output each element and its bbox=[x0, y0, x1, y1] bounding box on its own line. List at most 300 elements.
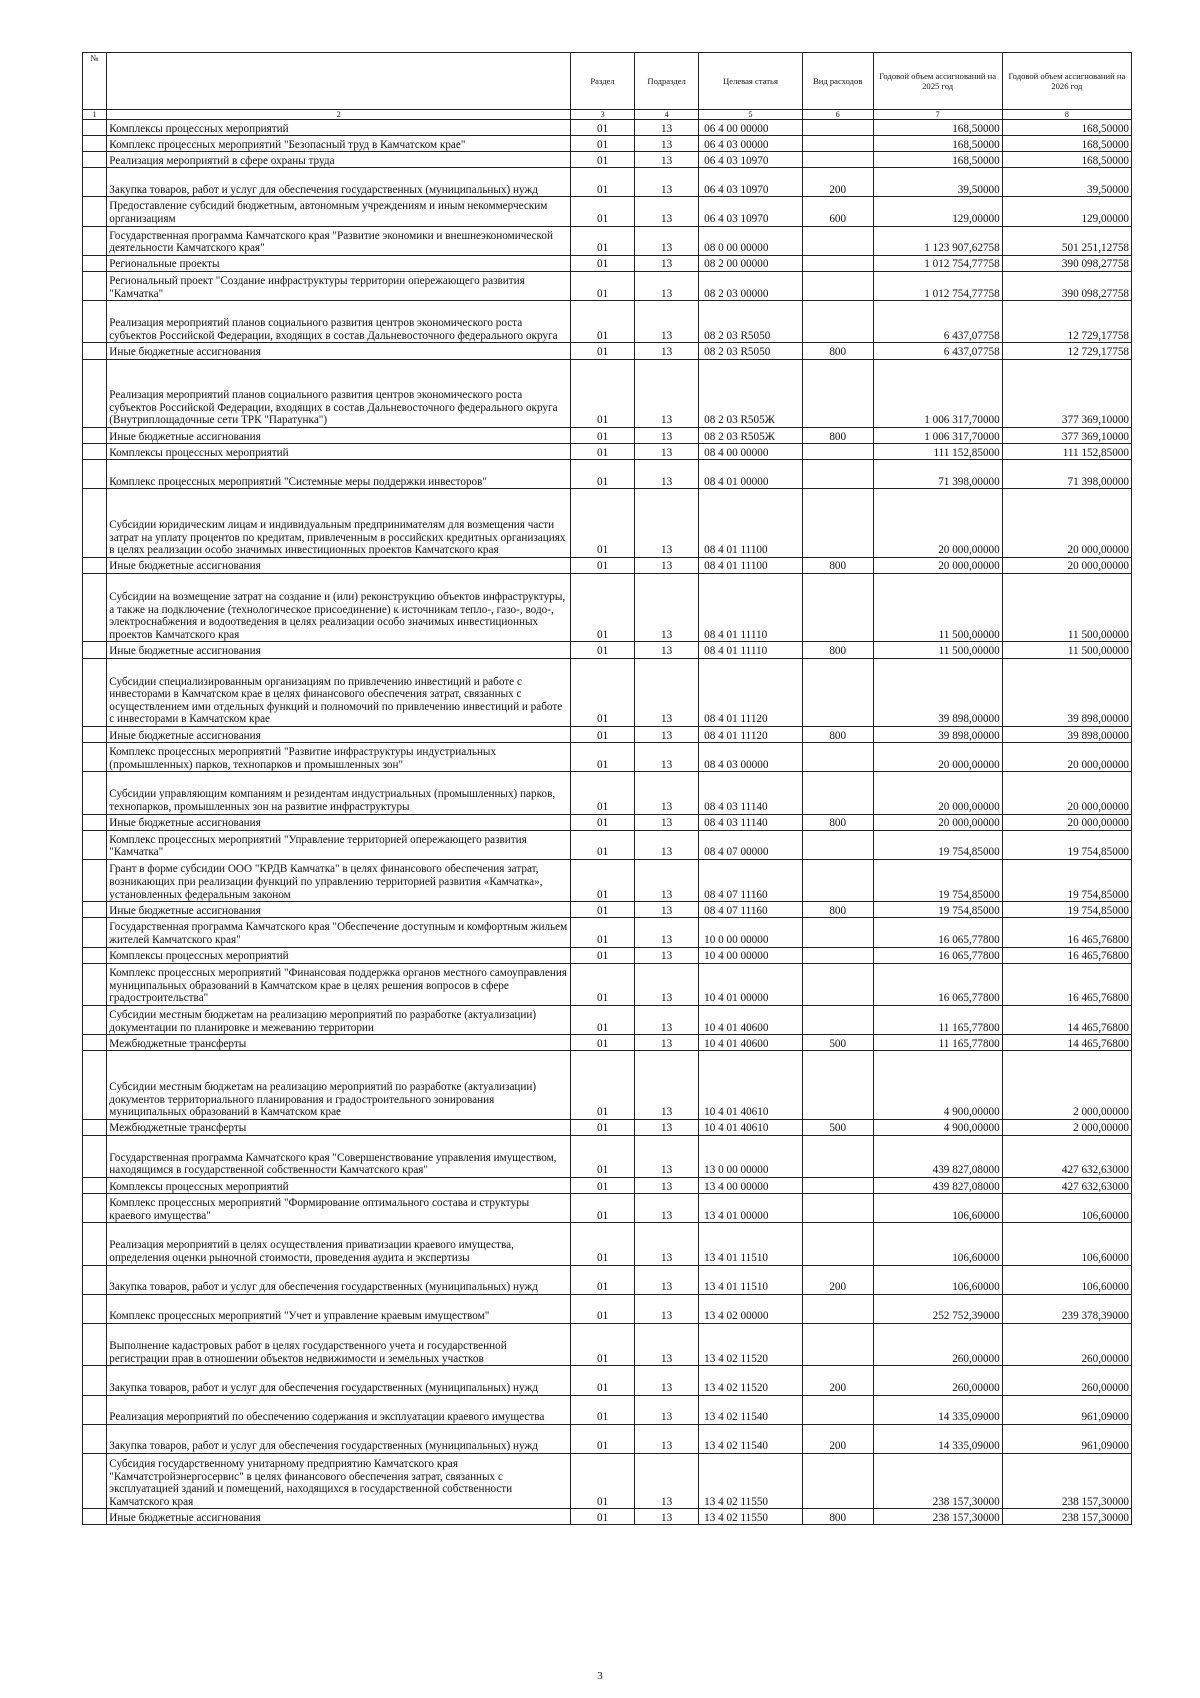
row-expense-kind bbox=[802, 1178, 873, 1194]
row-expense-kind: 200 bbox=[802, 1366, 873, 1395]
table-row bbox=[83, 963, 1132, 1005]
row-amount-2026: 20 000,00000 bbox=[1002, 743, 1131, 772]
row-amount-2026: 39,50000 bbox=[1002, 168, 1131, 197]
row-number-cell bbox=[83, 136, 107, 152]
row-amount-2025: 20 000,00000 bbox=[873, 557, 1002, 573]
row-subsection: 13 bbox=[635, 1051, 699, 1120]
row-name: Реализация мероприятий планов социального развития центров экономического роста субъектов Российской Федерации, входящих в состав Дальневосточного федерального округа (Внутриплощадочные сети ТРК "Паратунка") bbox=[107, 359, 571, 428]
table-row bbox=[83, 830, 1132, 859]
row-amount-2025: 260,00000 bbox=[873, 1366, 1002, 1395]
row-amount-2025: 6 437,07758 bbox=[873, 301, 1002, 343]
row-subsection: 13 bbox=[635, 1135, 699, 1177]
row-subsection: 13 bbox=[635, 1265, 699, 1294]
row-name: Реализация мероприятий в целях осуществления приватизации краевого имущества, определения оценки рыночной стоимости, проведения аудита и экспертизы bbox=[107, 1223, 571, 1265]
row-number-cell bbox=[83, 1395, 107, 1424]
row-amount-2025: 16 065,77800 bbox=[873, 918, 1002, 947]
row-name: Закупка товаров, работ и услуг для обеспечения государственных (муниципальных) нужд bbox=[107, 1366, 571, 1395]
row-section: 01 bbox=[571, 1424, 635, 1453]
row-expense-kind bbox=[802, 918, 873, 947]
row-section: 01 bbox=[571, 1395, 635, 1424]
row-section: 01 bbox=[571, 1324, 635, 1366]
column-number-row bbox=[83, 110, 1132, 120]
row-name: Межбюджетные трансферты bbox=[107, 1119, 571, 1135]
table-row bbox=[83, 1265, 1132, 1294]
row-number-cell bbox=[83, 1119, 107, 1135]
row-target-article: 10 0 00 00000 bbox=[699, 918, 803, 947]
row-name: Межбюджетные трансферты bbox=[107, 1035, 571, 1051]
row-section: 01 bbox=[571, 1135, 635, 1177]
row-number-cell bbox=[83, 557, 107, 573]
row-name: Комплексы процессных мероприятий bbox=[107, 444, 571, 460]
row-subsection: 13 bbox=[635, 743, 699, 772]
column-number: 8 bbox=[1002, 110, 1131, 120]
table-row bbox=[83, 1119, 1132, 1135]
row-section: 01 bbox=[571, 830, 635, 859]
row-expense-kind bbox=[802, 1135, 873, 1177]
row-name: Предоставление субсидий бюджетным, автономным учреждениям и иным некоммерческим организациям bbox=[107, 197, 571, 226]
row-amount-2026: 106,60000 bbox=[1002, 1265, 1131, 1294]
row-target-article: 08 2 03 R5050 bbox=[699, 343, 803, 359]
table-row bbox=[83, 814, 1132, 830]
row-subsection: 13 bbox=[635, 814, 699, 830]
row-subsection: 13 bbox=[635, 136, 699, 152]
row-expense-kind bbox=[802, 859, 873, 901]
table-row bbox=[83, 1395, 1132, 1424]
row-target-article: 08 4 01 11100 bbox=[699, 489, 803, 558]
table-row bbox=[83, 444, 1132, 460]
table-row bbox=[83, 136, 1132, 152]
row-subsection: 13 bbox=[635, 444, 699, 460]
row-number-cell bbox=[83, 772, 107, 814]
row-section: 01 bbox=[571, 573, 635, 642]
table-row bbox=[83, 301, 1132, 343]
row-number-cell bbox=[83, 658, 107, 727]
row-amount-2026: 20 000,00000 bbox=[1002, 814, 1131, 830]
row-number-cell bbox=[83, 1178, 107, 1194]
row-expense-kind: 800 bbox=[802, 902, 873, 918]
row-expense-kind: 800 bbox=[802, 557, 873, 573]
row-expense-kind bbox=[802, 1005, 873, 1034]
row-target-article: 08 4 07 11160 bbox=[699, 859, 803, 901]
row-number-cell bbox=[83, 573, 107, 642]
row-amount-2026: 260,00000 bbox=[1002, 1366, 1131, 1395]
budget-table-page bbox=[82, 52, 1132, 1525]
row-section: 01 bbox=[571, 255, 635, 271]
row-expense-kind: 200 bbox=[802, 168, 873, 197]
row-subsection: 13 bbox=[635, 1509, 699, 1525]
row-number-cell bbox=[83, 963, 107, 1005]
header-y2026: Годовой объем ассигнований на 2026 год bbox=[1002, 53, 1131, 110]
row-subsection: 13 bbox=[635, 1424, 699, 1453]
table-row bbox=[83, 1324, 1132, 1366]
row-amount-2025: 19 754,85000 bbox=[873, 859, 1002, 901]
row-subsection: 13 bbox=[635, 772, 699, 814]
row-amount-2025: 11 500,00000 bbox=[873, 642, 1002, 658]
table-row bbox=[83, 226, 1132, 255]
row-amount-2025: 20 000,00000 bbox=[873, 814, 1002, 830]
row-amount-2026: 106,60000 bbox=[1002, 1223, 1131, 1265]
row-number-cell bbox=[83, 902, 107, 918]
header-name bbox=[107, 53, 571, 110]
header-kind: Вид расходов bbox=[802, 53, 873, 110]
row-section: 01 bbox=[571, 301, 635, 343]
table-row bbox=[83, 1294, 1132, 1323]
row-amount-2025: 106,60000 bbox=[873, 1265, 1002, 1294]
row-section: 01 bbox=[571, 1035, 635, 1051]
row-amount-2026: 129,00000 bbox=[1002, 197, 1131, 226]
row-number-cell bbox=[83, 1135, 107, 1177]
row-amount-2025: 11 500,00000 bbox=[873, 573, 1002, 642]
row-amount-2025: 111 152,85000 bbox=[873, 444, 1002, 460]
row-amount-2025: 39,50000 bbox=[873, 168, 1002, 197]
row-expense-kind bbox=[802, 830, 873, 859]
row-expense-kind: 800 bbox=[802, 428, 873, 444]
row-name: Субсидии на возмещение затрат на создание и (или) реконструкцию объектов инфраструктуры, а также на подключение (технологическое присоединение) к источникам тепло-, газо-, водо-, электроснабжения и водоотведения в целях реализации особо значимых инвестиционных проектов Камчатского края bbox=[107, 573, 571, 642]
row-number-cell bbox=[83, 301, 107, 343]
row-target-article: 08 2 03 00000 bbox=[699, 271, 803, 300]
row-target-article: 08 4 03 11140 bbox=[699, 814, 803, 830]
row-number-cell bbox=[83, 1035, 107, 1051]
table-row bbox=[83, 343, 1132, 359]
row-amount-2026: 961,09000 bbox=[1002, 1424, 1131, 1453]
row-target-article: 10 4 01 40610 bbox=[699, 1051, 803, 1120]
row-amount-2025: 20 000,00000 bbox=[873, 743, 1002, 772]
row-amount-2026: 2 000,00000 bbox=[1002, 1119, 1131, 1135]
row-name: Закупка товаров, работ и услуг для обеспечения государственных (муниципальных) нужд bbox=[107, 168, 571, 197]
table-row bbox=[83, 727, 1132, 743]
row-subsection: 13 bbox=[635, 1035, 699, 1051]
table-row bbox=[83, 1005, 1132, 1034]
row-subsection: 13 bbox=[635, 859, 699, 901]
table-row bbox=[83, 557, 1132, 573]
row-target-article: 08 2 03 R5050 bbox=[699, 301, 803, 343]
row-target-article: 08 4 01 11120 bbox=[699, 727, 803, 743]
column-number: 1 bbox=[83, 110, 107, 120]
row-expense-kind bbox=[802, 1395, 873, 1424]
row-number-cell bbox=[83, 1051, 107, 1120]
row-amount-2026: 19 754,85000 bbox=[1002, 830, 1131, 859]
row-expense-kind: 600 bbox=[802, 197, 873, 226]
row-amount-2025: 16 065,77800 bbox=[873, 963, 1002, 1005]
row-amount-2026: 14 465,76800 bbox=[1002, 1005, 1131, 1034]
row-name: Комплекс процессных мероприятий "Формирование оптимального состава и структуры краевого имущества" bbox=[107, 1194, 571, 1223]
row-subsection: 13 bbox=[635, 226, 699, 255]
row-name: Грант в форме субсидии ООО "КРДВ Камчатка" в целях финансового обеспечения затрат, возникающих при реализации функций по управлению территорией развития «Камчатка», установленных федеральным законом bbox=[107, 859, 571, 901]
row-name: Иные бюджетные ассигнования bbox=[107, 727, 571, 743]
row-number-cell bbox=[83, 1223, 107, 1265]
row-target-article: 10 4 01 40600 bbox=[699, 1005, 803, 1034]
row-expense-kind bbox=[802, 772, 873, 814]
table-row bbox=[83, 642, 1132, 658]
column-number: 5 bbox=[699, 110, 803, 120]
row-amount-2025: 106,60000 bbox=[873, 1194, 1002, 1223]
table-row bbox=[83, 120, 1132, 136]
row-amount-2025: 11 165,77800 bbox=[873, 1035, 1002, 1051]
row-expense-kind: 800 bbox=[802, 1509, 873, 1525]
row-number-cell bbox=[83, 444, 107, 460]
row-amount-2026: 390 098,27758 bbox=[1002, 271, 1131, 300]
table-row bbox=[83, 1035, 1132, 1051]
row-expense-kind bbox=[802, 226, 873, 255]
row-subsection: 13 bbox=[635, 947, 699, 963]
row-amount-2025: 16 065,77800 bbox=[873, 947, 1002, 963]
row-number-cell bbox=[83, 152, 107, 168]
row-number-cell bbox=[83, 1424, 107, 1453]
row-subsection: 13 bbox=[635, 301, 699, 343]
header-section: Раздел bbox=[571, 53, 635, 110]
row-target-article: 08 4 01 11110 bbox=[699, 573, 803, 642]
row-section: 01 bbox=[571, 658, 635, 727]
row-section: 01 bbox=[571, 1178, 635, 1194]
row-subsection: 13 bbox=[635, 1178, 699, 1194]
row-target-article: 08 4 01 11110 bbox=[699, 642, 803, 658]
row-number-cell bbox=[83, 1005, 107, 1034]
row-amount-2026: 16 465,76800 bbox=[1002, 947, 1131, 963]
table-row bbox=[83, 772, 1132, 814]
row-expense-kind bbox=[802, 1294, 873, 1323]
row-name: Субсидии юридическим лицам и индивидуальным предпринимателям для возмещения части затрат на уплату процентов по кредитам, привлеченным в российских кредитных организациях в целях реализации особо значимых инвестиционных проектов Камчатского края bbox=[107, 489, 571, 558]
table-row bbox=[83, 902, 1132, 918]
row-section: 01 bbox=[571, 772, 635, 814]
row-section: 01 bbox=[571, 152, 635, 168]
table-row bbox=[83, 658, 1132, 727]
row-target-article: 13 4 01 11510 bbox=[699, 1265, 803, 1294]
table-row bbox=[83, 489, 1132, 558]
row-amount-2026: 106,60000 bbox=[1002, 1194, 1131, 1223]
row-number-cell bbox=[83, 947, 107, 963]
row-expense-kind bbox=[802, 743, 873, 772]
row-amount-2026: 501 251,12758 bbox=[1002, 226, 1131, 255]
row-number-cell bbox=[83, 489, 107, 558]
table-row bbox=[83, 197, 1132, 226]
row-subsection: 13 bbox=[635, 1194, 699, 1223]
row-name: Комплекс процессных мероприятий "Управление территорией опережающего развития "Камчатка" bbox=[107, 830, 571, 859]
row-name: Иные бюджетные ассигнования bbox=[107, 343, 571, 359]
row-name: Реализация мероприятий планов социального развития центров экономического роста субъектов Российской Федерации, входящих в состав Дальневосточного федерального округа bbox=[107, 301, 571, 343]
row-expense-kind bbox=[802, 120, 873, 136]
row-subsection: 13 bbox=[635, 1294, 699, 1323]
row-expense-kind bbox=[802, 1223, 873, 1265]
row-amount-2025: 439 827,08000 bbox=[873, 1135, 1002, 1177]
column-number: 4 bbox=[635, 110, 699, 120]
header-target: Целевая статья bbox=[699, 53, 803, 110]
row-expense-kind bbox=[802, 359, 873, 428]
row-amount-2026: 260,00000 bbox=[1002, 1324, 1131, 1366]
row-section: 01 bbox=[571, 1294, 635, 1323]
header-y2025: Годовой объем ассигнований на 2025 год bbox=[873, 53, 1002, 110]
row-subsection: 13 bbox=[635, 255, 699, 271]
row-target-article: 13 4 00 00000 bbox=[699, 1178, 803, 1194]
row-expense-kind bbox=[802, 255, 873, 271]
row-expense-kind bbox=[802, 658, 873, 727]
row-amount-2025: 1 012 754,77758 bbox=[873, 255, 1002, 271]
row-amount-2026: 961,09000 bbox=[1002, 1395, 1131, 1424]
row-subsection: 13 bbox=[635, 197, 699, 226]
row-amount-2026: 20 000,00000 bbox=[1002, 557, 1131, 573]
table-row bbox=[83, 573, 1132, 642]
row-subsection: 13 bbox=[635, 727, 699, 743]
row-name: Реализация мероприятий в сфере охраны труда bbox=[107, 152, 571, 168]
row-target-article: 13 4 02 11520 bbox=[699, 1324, 803, 1366]
row-target-article: 08 4 07 11160 bbox=[699, 902, 803, 918]
table-row bbox=[83, 271, 1132, 300]
table-row bbox=[83, 168, 1132, 197]
table-row bbox=[83, 460, 1132, 489]
row-target-article: 13 4 02 00000 bbox=[699, 1294, 803, 1323]
row-name: Субсидии управляющим компаниям и резидентам индустриальных (промышленных) парков, технопарков, промышленных зон на развитие инфраструктуры bbox=[107, 772, 571, 814]
row-number-cell bbox=[83, 1324, 107, 1366]
row-amount-2026: 12 729,17758 bbox=[1002, 301, 1131, 343]
row-name: Иные бюджетные ассигнования bbox=[107, 1509, 571, 1525]
row-amount-2025: 4 900,00000 bbox=[873, 1119, 1002, 1135]
row-amount-2026: 111 152,85000 bbox=[1002, 444, 1131, 460]
row-expense-kind bbox=[802, 460, 873, 489]
row-amount-2026: 19 754,85000 bbox=[1002, 859, 1131, 901]
row-amount-2025: 20 000,00000 bbox=[873, 489, 1002, 558]
row-section: 01 bbox=[571, 460, 635, 489]
row-subsection: 13 bbox=[635, 963, 699, 1005]
row-amount-2025: 14 335,09000 bbox=[873, 1424, 1002, 1453]
row-number-cell bbox=[83, 830, 107, 859]
table-row bbox=[83, 255, 1132, 271]
row-section: 01 bbox=[571, 902, 635, 918]
row-name: Реализация мероприятий по обеспечению содержания и эксплуатации краевого имущества bbox=[107, 1395, 571, 1424]
row-expense-kind bbox=[802, 1324, 873, 1366]
row-target-article: 13 4 02 11550 bbox=[699, 1509, 803, 1525]
row-expense-kind bbox=[802, 271, 873, 300]
row-number-cell bbox=[83, 1509, 107, 1525]
row-section: 01 bbox=[571, 727, 635, 743]
row-section: 01 bbox=[571, 444, 635, 460]
row-subsection: 13 bbox=[635, 152, 699, 168]
row-section: 01 bbox=[571, 1509, 635, 1525]
row-amount-2025: 129,00000 bbox=[873, 197, 1002, 226]
column-number: 7 bbox=[873, 110, 1002, 120]
row-name: Закупка товаров, работ и услуг для обеспечения государственных (муниципальных) нужд bbox=[107, 1424, 571, 1453]
row-name: Иные бюджетные ассигнования bbox=[107, 557, 571, 573]
row-amount-2025: 168,50000 bbox=[873, 120, 1002, 136]
row-number-cell bbox=[83, 271, 107, 300]
row-expense-kind bbox=[802, 1453, 873, 1508]
table-row bbox=[83, 1453, 1132, 1508]
row-section: 01 bbox=[571, 428, 635, 444]
row-target-article: 13 0 00 00000 bbox=[699, 1135, 803, 1177]
row-subsection: 13 bbox=[635, 1005, 699, 1034]
row-expense-kind: 800 bbox=[802, 642, 873, 658]
row-amount-2026: 238 157,30000 bbox=[1002, 1453, 1131, 1508]
row-expense-kind bbox=[802, 1194, 873, 1223]
row-section: 01 bbox=[571, 1223, 635, 1265]
row-name: Иные бюджетные ассигнования bbox=[107, 428, 571, 444]
row-number-cell bbox=[83, 460, 107, 489]
row-amount-2025: 39 898,00000 bbox=[873, 727, 1002, 743]
row-amount-2025: 260,00000 bbox=[873, 1324, 1002, 1366]
row-amount-2025: 4 900,00000 bbox=[873, 1051, 1002, 1120]
row-name: Комплексы процессных мероприятий bbox=[107, 120, 571, 136]
row-amount-2025: 19 754,85000 bbox=[873, 830, 1002, 859]
row-name: Комплекс процессных мероприятий "Развитие инфраструктуры индустриальных (промышленных) парков, технопарков и промышленных зон" bbox=[107, 743, 571, 772]
row-expense-kind bbox=[802, 947, 873, 963]
table-row bbox=[83, 1509, 1132, 1525]
row-name: Субсидия государственному унитарному предприятию Камчатского края "Камчатстройэнергосервис" в целях финансового обеспечения затрат, связанных с эксплуатацией зданий и помещений, находящихся в государственной собственности Камчатского края bbox=[107, 1453, 571, 1508]
row-expense-kind bbox=[802, 444, 873, 460]
row-subsection: 13 bbox=[635, 1453, 699, 1508]
column-number: 2 bbox=[107, 110, 571, 120]
row-name: Иные бюджетные ассигнования bbox=[107, 902, 571, 918]
row-subsection: 13 bbox=[635, 271, 699, 300]
row-target-article: 06 4 00 00000 bbox=[699, 120, 803, 136]
row-subsection: 13 bbox=[635, 168, 699, 197]
table-row bbox=[83, 1424, 1132, 1453]
row-number-cell bbox=[83, 814, 107, 830]
row-subsection: 13 bbox=[635, 343, 699, 359]
row-section: 01 bbox=[571, 557, 635, 573]
row-amount-2026: 2 000,00000 bbox=[1002, 1051, 1131, 1120]
row-amount-2026: 12 729,17758 bbox=[1002, 343, 1131, 359]
row-expense-kind: 200 bbox=[802, 1424, 873, 1453]
table-row bbox=[83, 428, 1132, 444]
row-amount-2025: 1 012 754,77758 bbox=[873, 271, 1002, 300]
row-target-article: 08 4 01 11100 bbox=[699, 557, 803, 573]
row-section: 01 bbox=[571, 271, 635, 300]
row-amount-2025: 238 157,30000 bbox=[873, 1453, 1002, 1508]
row-target-article: 08 2 03 R505Ж bbox=[699, 428, 803, 444]
row-section: 01 bbox=[571, 963, 635, 1005]
row-amount-2025: 252 752,39000 bbox=[873, 1294, 1002, 1323]
row-target-article: 08 2 00 00000 bbox=[699, 255, 803, 271]
row-subsection: 13 bbox=[635, 1223, 699, 1265]
row-number-cell bbox=[83, 255, 107, 271]
row-amount-2026: 168,50000 bbox=[1002, 120, 1131, 136]
row-amount-2026: 377 369,10000 bbox=[1002, 428, 1131, 444]
row-number-cell bbox=[83, 120, 107, 136]
row-number-cell bbox=[83, 197, 107, 226]
row-section: 01 bbox=[571, 168, 635, 197]
row-target-article: 13 4 01 00000 bbox=[699, 1194, 803, 1223]
row-expense-kind: 800 bbox=[802, 727, 873, 743]
row-section: 01 bbox=[571, 359, 635, 428]
row-amount-2026: 427 632,63000 bbox=[1002, 1178, 1131, 1194]
row-name: Комплексы процессных мероприятий bbox=[107, 1178, 571, 1194]
row-amount-2026: 11 500,00000 bbox=[1002, 642, 1131, 658]
table-row bbox=[83, 918, 1132, 947]
row-amount-2025: 106,60000 bbox=[873, 1223, 1002, 1265]
row-target-article: 06 4 03 10970 bbox=[699, 197, 803, 226]
row-expense-kind bbox=[802, 963, 873, 1005]
row-target-article: 08 4 03 11140 bbox=[699, 772, 803, 814]
row-target-article: 08 4 01 00000 bbox=[699, 460, 803, 489]
row-amount-2026: 377 369,10000 bbox=[1002, 359, 1131, 428]
row-target-article: 06 4 03 00000 bbox=[699, 136, 803, 152]
row-amount-2026: 39 898,00000 bbox=[1002, 727, 1131, 743]
row-subsection: 13 bbox=[635, 120, 699, 136]
row-subsection: 13 bbox=[635, 428, 699, 444]
row-name: Субсидии местным бюджетам на реализацию мероприятий по разработке (актуализации) документов территориального планирования и градостроительного зонирования муниципальных образований в Камчатском крае bbox=[107, 1051, 571, 1120]
row-subsection: 13 bbox=[635, 359, 699, 428]
row-section: 01 bbox=[571, 859, 635, 901]
row-target-article: 08 4 00 00000 bbox=[699, 444, 803, 460]
row-amount-2026: 39 898,00000 bbox=[1002, 658, 1131, 727]
row-expense-kind bbox=[802, 136, 873, 152]
row-amount-2026: 71 398,00000 bbox=[1002, 460, 1131, 489]
row-name: Комплекс процессных мероприятий "Безопасный труд в Камчатском крае" bbox=[107, 136, 571, 152]
table-row bbox=[83, 1051, 1132, 1120]
row-section: 01 bbox=[571, 642, 635, 658]
row-number-cell bbox=[83, 1366, 107, 1395]
table-row bbox=[83, 152, 1132, 168]
row-amount-2025: 19 754,85000 bbox=[873, 902, 1002, 918]
row-amount-2025: 1 006 317,70000 bbox=[873, 359, 1002, 428]
